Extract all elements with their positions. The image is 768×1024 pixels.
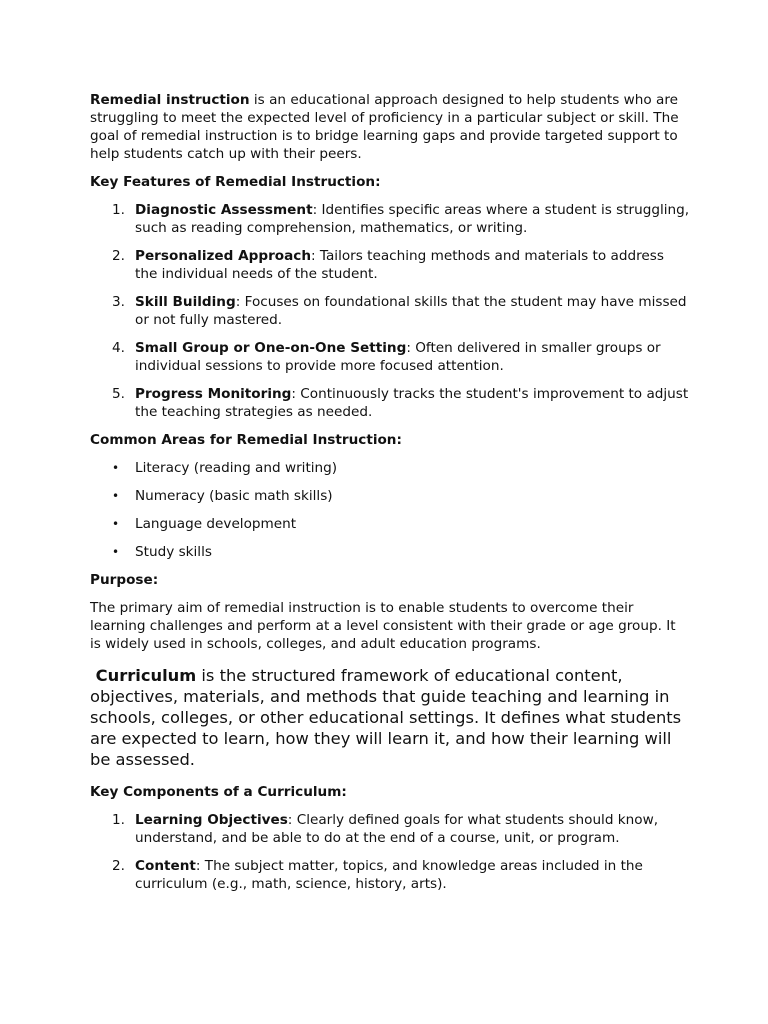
purpose-paragraph: The primary aim of remedial instruction is to enable students to overcome their learning challenges and perform at a level consistent with their grade or age group. It is widely used in schools, colleges, and adult education programs. — [90, 600, 676, 652]
list-number: 3. — [112, 294, 125, 310]
list-item-text: : Often delivered in smaller groups or individual sessions to provide more focused attention. — [135, 340, 661, 374]
list-number: 4. — [112, 340, 125, 356]
list-number: 1. — [112, 202, 125, 218]
list-item — [90, 339, 690, 375]
list-item-term: Personalized Approach — [135, 248, 312, 264]
curriculum-intro-paragraph — [90, 665, 690, 770]
bullet-icon: • — [112, 489, 120, 503]
curriculum-intro-text: is the structured framework of educational content, objectives, materials, and methods that guide teaching and learning in schools, colleges, or other educational settings. It defines what students are expected to learn, how they will learn it, and how their learning will be assessed. — [90, 666, 682, 769]
list-item-text: : Tailors teaching methods and materials to address the individual needs of the student. — [135, 248, 664, 282]
list-item-text: Literacy (reading and writing) — [135, 460, 338, 476]
bullet-icon: • — [112, 517, 120, 531]
list-item-text: Language development — [135, 516, 297, 532]
list-item — [90, 543, 690, 561]
list-number: 5. — [112, 386, 125, 402]
list-item — [90, 857, 690, 893]
remedial-intro-term: Remedial instruction — [90, 92, 250, 108]
list-item-term: Learning Objectives — [135, 812, 288, 828]
list-number: 2. — [112, 248, 125, 264]
list-item-text: : Clearly defined goals for what students should know, understand, and be able to do at the end of a course, unit, or program. — [135, 812, 659, 846]
list-item — [90, 293, 690, 329]
areas-list — [90, 459, 690, 561]
list-item-text: Study skills — [135, 544, 212, 560]
list-item — [90, 811, 690, 847]
bullet-icon: • — [112, 461, 120, 475]
list-item — [90, 487, 690, 505]
list-item — [90, 385, 690, 421]
list-number: 1. — [112, 812, 125, 828]
purpose-heading: Purpose: — [90, 572, 159, 588]
areas-heading: Common Areas for Remedial Instruction: — [90, 432, 402, 448]
list-item-text: : Focuses on foundational skills that the student may have missed or not fully mastered. — [135, 294, 687, 328]
list-item-term: Content — [135, 858, 196, 874]
document-body — [90, 91, 690, 903]
list-item — [90, 247, 690, 283]
list-item — [90, 201, 690, 237]
components-list — [90, 811, 690, 893]
list-item-term: Diagnostic Assessment — [135, 202, 313, 218]
list-item-term: Skill Building — [135, 294, 236, 310]
list-item — [90, 459, 690, 477]
list-item-term: Small Group or One-on-One Setting — [135, 340, 407, 356]
list-item-text: : The subject matter, topics, and knowledge areas included in the curriculum (e.g., math, science, history, arts). — [135, 858, 643, 892]
list-item-text: : Continuously tracks the student's improvement to adjust the teaching strategies as needed. — [135, 386, 689, 420]
bullet-icon: • — [112, 545, 120, 559]
list-item — [90, 515, 690, 533]
features-heading: Key Features of Remedial Instruction: — [90, 174, 381, 190]
remedial-intro-text: is an educational approach designed to help students who are struggling to meet the expected level of proficiency in a particular subject or skill. The goal of remedial instruction is to bridge learning gaps and provide targeted support to help students catch up with their peers. — [90, 92, 679, 162]
list-item-text: : Identifies specific areas where a student is struggling, such as reading comprehension, mathematics, or writing. — [135, 202, 690, 236]
components-heading: Key Components of a Curriculum: — [90, 784, 347, 800]
list-item-term: Progress Monitoring — [135, 386, 292, 402]
remedial-intro-paragraph — [90, 91, 690, 163]
curriculum-intro-term: Curriculum — [90, 666, 197, 685]
features-list — [90, 201, 690, 421]
list-item-text: Numeracy (basic math skills) — [135, 488, 333, 504]
list-number: 2. — [112, 858, 125, 874]
